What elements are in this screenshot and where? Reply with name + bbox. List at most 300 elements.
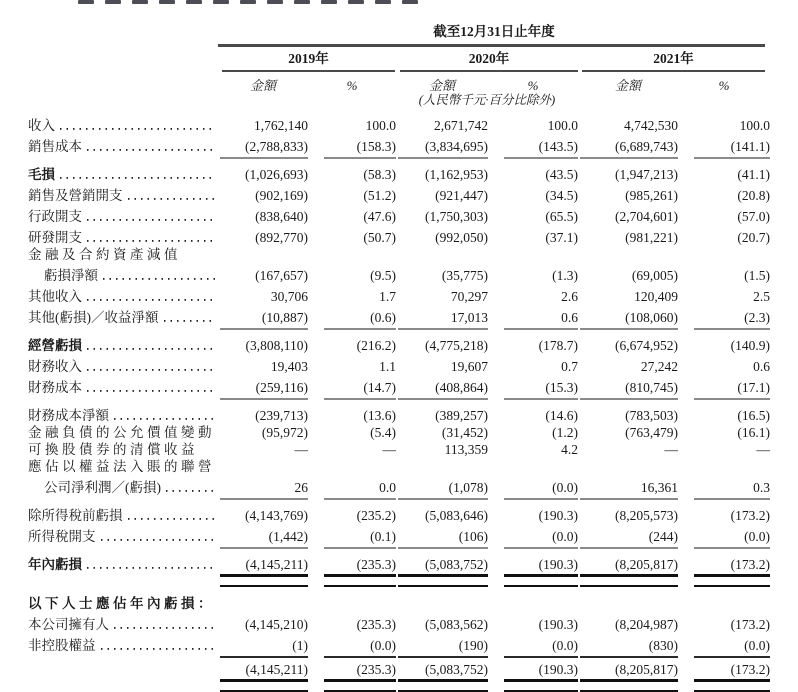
single-rule (580, 547, 678, 549)
single-rule (694, 157, 770, 159)
percent-cell: (0.0) (744, 637, 770, 653)
single-rule (220, 157, 308, 159)
cropped-heading-fragment (78, 0, 418, 5)
year-header-2019: 2019年 (222, 51, 395, 72)
amount-cell: (1,078) (448, 479, 488, 495)
rule-cell (578, 398, 678, 400)
percent-cell: (0.0) (370, 637, 396, 653)
percent-cell: 1.7 (379, 288, 396, 304)
amount-cell: 2,671,742 (434, 117, 488, 133)
amount-column-header: 金額 (428, 77, 455, 93)
table-body (28, 113, 770, 688)
percent-cell: (158.3) (356, 138, 396, 154)
double-rule (694, 574, 770, 587)
single-rule (580, 656, 678, 658)
amount-cell: 17,013 (450, 309, 488, 325)
single-rule (324, 328, 396, 330)
amount-cell: (1,750,303) (425, 208, 488, 224)
row-label (28, 475, 218, 496)
rule-cell (396, 328, 488, 330)
row-label (28, 552, 218, 573)
table-row (28, 612, 770, 633)
percent-cell: (20.8) (737, 187, 770, 203)
percent-cell: (141.1) (730, 138, 770, 154)
row-label-text: 可換股債券的清償收益 (28, 441, 198, 457)
percent-cell: (1.3) (552, 267, 578, 283)
percent-cell: (235.3) (356, 661, 396, 677)
amount-cell: (921,447) (435, 187, 488, 203)
single-rule (504, 498, 578, 500)
percent-cell: (5.4) (370, 424, 396, 440)
percent-cell: (190.3) (538, 556, 578, 572)
amount-cell: (10,887) (261, 309, 308, 325)
single-rule (324, 398, 396, 400)
single-rule (504, 656, 578, 658)
row-label (28, 612, 218, 633)
percent-cell: (173.2) (730, 616, 770, 632)
single-rule (580, 398, 678, 400)
double-rule (324, 679, 396, 692)
dot-leader (87, 375, 215, 392)
row-label (28, 424, 218, 441)
double-total-rule-row (28, 573, 770, 583)
percent-cell: (51.2) (363, 187, 396, 203)
table-row (28, 441, 770, 458)
char-fragment (78, 0, 94, 4)
rule-cell (308, 573, 396, 587)
table-row (28, 403, 770, 424)
single-rule (694, 547, 770, 549)
amount-cell: (981,221) (625, 229, 678, 245)
amount-cell: (763,479) (625, 424, 678, 440)
percent-cell: (58.3) (363, 166, 396, 182)
amount-cell: (830) (648, 637, 678, 653)
amount-cell: (106) (458, 528, 488, 544)
single-rule (398, 328, 488, 330)
single-rule (398, 157, 488, 159)
rule-cell (488, 678, 578, 692)
table-row (28, 524, 770, 545)
percent-cell: (0.1) (370, 528, 396, 544)
amount-cell: (4,145,211) (245, 556, 308, 572)
amount-cell: 27,242 (640, 358, 678, 374)
dot-leader (128, 183, 216, 200)
row-label-text: 其他收入 (28, 288, 82, 304)
amount-column-header: 金額 (614, 77, 641, 93)
table-row (28, 246, 770, 263)
row-label (28, 375, 218, 396)
dot-leader (101, 633, 216, 650)
table-row (28, 424, 770, 441)
year-header-2020: 2020年 (400, 51, 578, 72)
amount-cell: 4,742,530 (624, 117, 678, 133)
table-row (28, 305, 770, 326)
dot-leader (128, 503, 216, 520)
amount-cell: (992,050) (435, 229, 488, 245)
table-row (28, 284, 770, 305)
percent-cell: (178.7) (538, 337, 578, 353)
row-label (28, 503, 218, 524)
percent-cell: (140.9) (730, 337, 770, 353)
amount-cell: (902,169) (255, 187, 308, 203)
row-label-text: 所得稅開支 (28, 528, 96, 544)
percent-cell: (14.6) (545, 407, 578, 423)
header-rule (218, 44, 765, 47)
rule-cell (308, 157, 396, 159)
rule-cell (578, 157, 678, 159)
rule-cell (218, 573, 308, 587)
row-label (28, 458, 218, 475)
amount-cell: (985,261) (625, 187, 678, 203)
double-total-rule-row (28, 678, 770, 688)
single-rule (504, 157, 578, 159)
amount-cell: 1,762,140 (254, 117, 308, 133)
table-row (28, 552, 770, 573)
percent-cell: (143.5) (538, 138, 578, 154)
row-label-text: 年內虧損 (28, 556, 82, 572)
rule-cell (578, 678, 678, 692)
single-rule (324, 547, 396, 549)
percent-cell: (173.2) (730, 556, 770, 572)
rule-cell (308, 678, 396, 692)
dot-leader (87, 225, 215, 242)
percent-cell: 0.3 (753, 479, 770, 495)
amount-cell: 70,297 (450, 288, 488, 304)
amount-cell: (35,775) (441, 267, 488, 283)
rule-cell (578, 573, 678, 587)
char-fragment (294, 0, 310, 4)
table-row (28, 134, 770, 155)
percent-cell: (190.3) (538, 507, 578, 523)
amount-cell: (1,162,953) (425, 166, 488, 182)
percent-cell: 0.6 (753, 358, 770, 374)
table-row (28, 162, 770, 183)
dot-leader (87, 204, 215, 221)
rule-cell (308, 328, 396, 330)
percent-cell: 100.0 (547, 117, 578, 133)
amount-cell: (8,205,817) (615, 556, 678, 572)
rule-cell (396, 547, 488, 549)
row-label (28, 263, 218, 284)
amount-cell: (5,083,752) (425, 661, 488, 677)
percent-cell: 100.0 (739, 117, 770, 133)
percent-cell: (41.1) (737, 166, 770, 182)
percent-cell: 2.6 (561, 288, 578, 304)
rule-cell (578, 656, 678, 658)
dot-leader (164, 305, 216, 322)
rule-cell (678, 656, 770, 658)
double-rule (324, 574, 396, 587)
table-row (28, 263, 770, 284)
char-fragment (267, 0, 283, 4)
percent-cell: (16.1) (737, 424, 770, 440)
single-rule (220, 398, 308, 400)
table-header-years-row (28, 51, 770, 72)
amount-cell: (389,257) (435, 407, 488, 423)
rule-cell (488, 498, 578, 500)
percent-cell: 100.0 (365, 117, 396, 133)
amount-cell: (69,005) (631, 267, 678, 283)
percent-cell: (190.3) (538, 616, 578, 632)
table-row (28, 458, 770, 475)
amount-cell: (1,442) (268, 528, 308, 544)
double-rule (580, 679, 678, 692)
char-fragment (105, 0, 121, 4)
row-label-text: 金融負債的公允價值變動 (28, 424, 215, 440)
row-label-text: 其他(虧損)／收益淨額 (28, 309, 159, 325)
percent-cell: (235.2) (356, 507, 396, 523)
percent-cell: (16.5) (737, 407, 770, 423)
percent-cell: (13.6) (363, 407, 396, 423)
table-row (28, 354, 770, 375)
percent-cell: (37.1) (545, 229, 578, 245)
percent-cell: — (382, 441, 396, 457)
amount-cell: 19,607 (450, 358, 488, 374)
row-label-text: 財務成本淨額 (28, 407, 109, 423)
single-rule (504, 398, 578, 400)
amount-cell: (810,745) (625, 379, 678, 395)
percent-cell: (17.1) (737, 379, 770, 395)
period-header: 截至12月31日止年度 (433, 24, 555, 39)
char-fragment (132, 0, 148, 4)
table-row (28, 595, 770, 612)
dot-leader (60, 113, 215, 130)
amount-cell: (4,145,210) (245, 616, 308, 632)
single-rule (220, 656, 308, 658)
table-row (28, 113, 770, 134)
rule-cell (678, 547, 770, 549)
table-row (28, 183, 770, 204)
single-rule (504, 547, 578, 549)
sum-rule-row (28, 396, 770, 403)
row-label-text: 毛損 (28, 166, 55, 182)
percent-column-header: % (527, 77, 539, 93)
single-rule (580, 498, 678, 500)
table-row (28, 225, 770, 246)
percent-cell: (0.6) (370, 309, 396, 325)
row-label-text: 公司淨利潤／(虧損) (44, 479, 161, 495)
percent-cell: — (756, 441, 770, 457)
table-header-columns-row (28, 72, 770, 93)
row-label (28, 524, 218, 545)
row-label (28, 284, 218, 305)
amount-cell: (167,657) (255, 267, 308, 283)
single-rule (324, 656, 396, 658)
row-label (28, 162, 218, 183)
amount-cell: (95,972) (261, 424, 308, 440)
dot-leader (166, 475, 215, 492)
table-row (28, 503, 770, 524)
sum-rule-row (28, 545, 770, 552)
rule-cell (578, 547, 678, 549)
percent-cell: (216.2) (356, 337, 396, 353)
amount-column-header: 金額 (249, 77, 276, 93)
rule-cell (678, 498, 770, 500)
row-label (28, 204, 218, 225)
table-row (28, 204, 770, 225)
row-label-text: 本公司擁有人 (28, 616, 109, 632)
percent-cell: (190.3) (538, 661, 578, 677)
amount-cell: — (664, 441, 678, 457)
rule-cell (396, 678, 488, 692)
amount-cell: (892,770) (255, 229, 308, 245)
dot-leader (103, 263, 215, 280)
percent-cell: (57.0) (737, 208, 770, 224)
char-fragment (159, 0, 175, 4)
percent-cell: (34.5) (545, 187, 578, 203)
percent-cell: 0.7 (561, 358, 578, 374)
row-label-text: 非控股權益 (28, 637, 96, 653)
rule-cell (488, 547, 578, 549)
row-label-text: 金融及合約資產減值 (28, 246, 181, 262)
char-fragment (402, 0, 418, 4)
dot-leader (87, 552, 215, 569)
amount-cell: (4,775,218) (425, 337, 488, 353)
double-rule (504, 679, 578, 692)
rule-cell (218, 328, 308, 330)
table-row (28, 633, 770, 654)
percent-cell: (2.3) (744, 309, 770, 325)
percent-cell: (235.3) (356, 616, 396, 632)
percent-cell: (65.5) (545, 208, 578, 224)
row-label-text: 財務收入 (28, 358, 82, 374)
single-rule (694, 656, 770, 658)
percent-cell: (173.2) (730, 661, 770, 677)
dot-leader (87, 134, 215, 151)
rule-cell (396, 498, 488, 500)
rule-cell (488, 656, 578, 658)
char-fragment (240, 0, 256, 4)
amount-cell: (1,947,213) (615, 166, 678, 182)
single-rule (324, 157, 396, 159)
percent-cell: (43.5) (545, 166, 578, 182)
row-label-text: 行政開支 (28, 208, 82, 224)
percent-cell: (20.7) (737, 229, 770, 245)
percent-cell: (0.0) (552, 479, 578, 495)
percent-cell: 1.1 (379, 358, 396, 374)
percent-cell: 4.2 (561, 441, 578, 457)
row-label (28, 225, 218, 246)
amount-cell: (5,083,752) (425, 556, 488, 572)
amount-cell: (244) (648, 528, 678, 544)
row-label-text: 收入 (28, 117, 55, 133)
amount-cell: 16,361 (640, 479, 678, 495)
rule-cell (396, 656, 488, 658)
amount-cell: (190) (458, 637, 488, 653)
amount-cell: (1,026,693) (245, 166, 308, 182)
amount-cell: — (294, 441, 308, 457)
rule-cell (218, 656, 308, 658)
table-row (28, 375, 770, 396)
income-statement-table (28, 23, 770, 688)
percent-cell: (1.5) (744, 267, 770, 283)
single-rule (220, 498, 308, 500)
percent-cell: (235.3) (356, 556, 396, 572)
percent-cell: (1.2) (552, 424, 578, 440)
rule-cell (396, 398, 488, 400)
percent-cell: 0.0 (379, 479, 396, 495)
rule-cell (218, 398, 308, 400)
percent-cell: 0.6 (561, 309, 578, 325)
table-row (28, 661, 770, 678)
row-label (28, 595, 218, 612)
single-rule (694, 498, 770, 500)
row-label-text: 虧損淨額 (44, 267, 98, 283)
row-label-text: 銷售成本 (28, 138, 82, 154)
amount-cell: (783,503) (625, 407, 678, 423)
single-rule (398, 656, 488, 658)
dot-leader (60, 162, 215, 179)
year-header-2021: 2021年 (582, 51, 765, 72)
percent-cell: 2.5 (753, 288, 770, 304)
rule-cell (308, 656, 396, 658)
rule-cell (308, 498, 396, 500)
amount-cell: (5,083,562) (425, 616, 488, 632)
rule-cell (308, 547, 396, 549)
dot-leader (114, 403, 215, 420)
percent-cell: (50.7) (363, 229, 396, 245)
row-label-text: 以下人士應佔年內虧損： (28, 595, 215, 611)
amount-cell: (259,116) (255, 379, 308, 395)
amount-cell: (239,713) (255, 407, 308, 423)
rule-cell (488, 573, 578, 587)
row-label (28, 113, 218, 134)
percent-cell: (47.6) (363, 208, 396, 224)
amount-cell: (8,205,573) (615, 507, 678, 523)
table-unit-note-row (28, 93, 770, 107)
percent-cell: (14.7) (363, 379, 396, 395)
single-rule (398, 547, 488, 549)
dot-leader (87, 333, 215, 350)
table-header-period-row (28, 23, 770, 44)
row-label (28, 403, 218, 424)
amount-cell: (4,143,769) (245, 507, 308, 523)
amount-cell: 120,409 (634, 288, 678, 304)
percent-cell: (15.3) (545, 379, 578, 395)
char-fragment (321, 0, 337, 4)
row-label-text: 研發開支 (28, 229, 82, 245)
percent-cell: (9.5) (370, 267, 396, 283)
rule-cell (218, 678, 308, 692)
row-label (28, 134, 218, 155)
amount-cell: (3,834,695) (425, 138, 488, 154)
rule-cell (396, 573, 488, 587)
amount-cell: (2,788,833) (245, 138, 308, 154)
double-rule (220, 574, 308, 587)
sum-rule-row (28, 654, 770, 661)
rule-cell (488, 328, 578, 330)
double-rule (220, 679, 308, 692)
row-label-text: 銷售及營銷開支 (28, 187, 123, 203)
sum-rule-row (28, 155, 770, 162)
amount-cell: (4,145,211) (245, 661, 308, 677)
single-rule (398, 498, 488, 500)
amount-cell: 19,403 (270, 358, 308, 374)
amount-cell: (5,083,646) (425, 507, 488, 523)
dot-leader (87, 354, 215, 371)
table-row (28, 333, 770, 354)
rule-cell (678, 573, 770, 587)
row-label-text: 除所得稅前虧損 (28, 507, 123, 523)
single-rule (220, 547, 308, 549)
amount-cell: (108,060) (625, 309, 678, 325)
amount-cell: 30,706 (270, 288, 308, 304)
dot-leader (87, 284, 215, 301)
row-label (28, 441, 218, 458)
percent-column-header: % (718, 77, 730, 93)
double-rule (504, 574, 578, 587)
double-rule (694, 679, 770, 692)
